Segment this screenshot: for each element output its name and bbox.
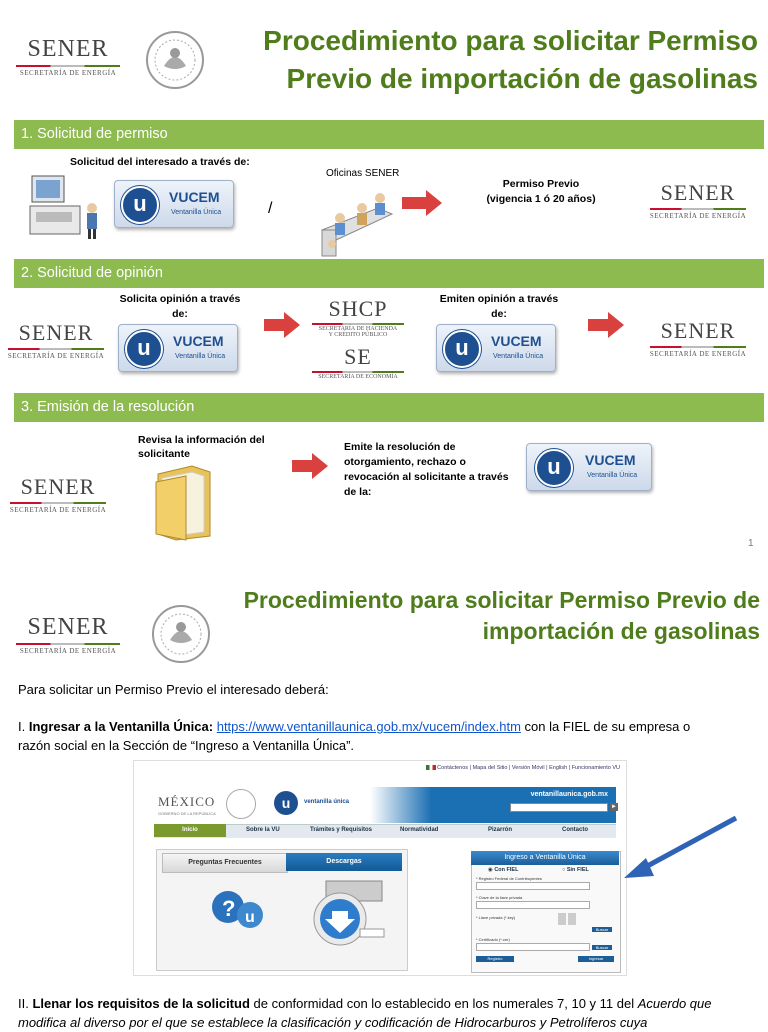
login-title: Ingreso a Ventanilla Única: [471, 851, 619, 865]
review-line-2: solicitante: [138, 448, 190, 460]
vucem-badge: [526, 443, 652, 491]
sener-logo: [6, 474, 110, 514]
vu-brand: ventanilla única: [304, 799, 350, 805]
label-certificate: * Certificado (*.cer): [476, 937, 510, 942]
pointer-arrow-icon: [622, 814, 740, 880]
request-line-1: Solicita opinión a través: [119, 293, 241, 305]
vucem-u-icon: u: [121, 186, 159, 224]
shcp-sub-2: Y CRÉDITO PÚBLICO: [328, 332, 388, 338]
arrow-right-icon: [292, 453, 328, 484]
slide2-title: [240, 585, 760, 647]
step-1-line-2: razón social en la Sección de “Ingreso a Ventanilla Única”.: [18, 738, 355, 753]
office-people-icon: [318, 180, 396, 258]
mexico-wordmark: MÉXICO: [158, 794, 216, 809]
domain-text: ventanillaunica.gob.mx: [530, 791, 608, 798]
vucem-wordmark: VUCEM: [585, 452, 636, 468]
download-icon: [308, 879, 388, 949]
vucem-u-icon: u: [535, 449, 573, 487]
section-3-header: 3. Emisión de la resolución: [14, 393, 764, 422]
separator: /: [268, 200, 273, 217]
link-english[interactable]: English: [549, 765, 568, 771]
sener-subtitle: SECRETARÍA DE ENERGÍA: [7, 352, 105, 360]
se-wordmark: SE: [344, 344, 372, 369]
key-password-field[interactable]: [476, 901, 590, 909]
browse-cert-button[interactable]: Buscar: [592, 945, 612, 950]
sener-subtitle: SECRETARÍA DE ENERGÍA: [649, 212, 747, 220]
shcp-wordmark: SHCP: [328, 296, 388, 321]
link-mobile[interactable]: Versión Móvil: [511, 765, 545, 771]
shcp-rule: [312, 323, 404, 325]
step-2-line-2: modifica al diverso por el que se establece la clasificación y codificación de Hidrocarburos y Petrolíferos cuya: [18, 1015, 648, 1030]
se-sub: SECRETARÍA DE ECONOMÍA: [318, 374, 398, 380]
vucem-wordmark: VUCEM: [491, 333, 542, 349]
key-file-field[interactable]: [558, 913, 566, 925]
request-line-2: de:: [172, 308, 188, 320]
sener-rule: [16, 65, 120, 67]
vu-u-icon: u: [274, 791, 298, 815]
arrow-right-icon: [588, 312, 624, 343]
vucem-badge: [436, 324, 556, 372]
login-option-no-fiel-label: Sin FIEL: [566, 867, 589, 873]
step-1-rest: con la FIEL de su empresa o: [520, 719, 691, 734]
requester-text: Solicitud del interesado a través de:: [70, 156, 250, 168]
emit-line-1: Emiten opinión a través: [439, 293, 559, 305]
svg-text:?: ?: [222, 896, 236, 921]
arrow-right-icon: [402, 190, 442, 221]
slide2-title-line-1: Procedimiento para solicitar Permiso Previo de: [243, 587, 760, 613]
sener-wordmark: SENER: [20, 474, 96, 499]
key-file-field-2[interactable]: [568, 913, 576, 925]
sener-rule: [8, 348, 104, 350]
sener-subtitle: SECRETARÍA DE ENERGÍA: [19, 647, 117, 655]
login-option-no-fiel[interactable]: ○ Sin FIEL: [562, 867, 589, 873]
vucem-link[interactable]: https://www.ventanillaunica.gob.mx/vucem/index.htm: [216, 719, 521, 734]
section-1-header: 1. Solicitud de permiso: [14, 120, 764, 149]
shcp-sub-1: SECRETARÍA DE HACIENDA: [318, 326, 398, 332]
emit-opinion-text: [424, 292, 574, 322]
vucem-subtitle: Ventanilla Única: [587, 472, 638, 479]
step-2: [18, 994, 758, 1032]
request-opinion-text: [110, 292, 250, 322]
sener-logo: [642, 180, 754, 220]
sener-logo: [12, 614, 124, 655]
vucem-u-icon: u: [125, 330, 163, 368]
vucem-badge: [118, 324, 238, 372]
folder-icon: [152, 462, 216, 542]
link-how-it-works[interactable]: Funcionamiento VU: [571, 765, 620, 771]
sener-wordmark: SENER: [660, 180, 736, 205]
vucem-u-icon: u: [443, 330, 481, 368]
mexico-flag-icon: [426, 765, 436, 770]
emit-resolution-text: [344, 440, 509, 500]
sener-logo: [4, 320, 108, 360]
shcp-logo: [306, 296, 410, 338]
label-key-password: * Clave de la llave privada: [476, 895, 523, 900]
label-private-key: * Llave privada (*.key): [476, 915, 516, 920]
review-text: [138, 433, 265, 461]
slide2-title-line-2: importación de gasolinas: [482, 618, 760, 644]
step-2-rest: de conformidad con lo establecido en los numerales 7, 10 y 11 del: [249, 996, 638, 1011]
nav-procedures[interactable]: Trámites y Requisitos: [310, 827, 373, 833]
nav-home[interactable]: Inicio: [154, 824, 226, 837]
emit-res-line-4: de la:: [344, 486, 372, 498]
rfc-field[interactable]: [476, 882, 590, 890]
permit-line-2: (vigencia 1 ó 20 años): [486, 193, 596, 205]
step-2-prefix: II.: [18, 996, 33, 1011]
sener-logo: [12, 36, 124, 77]
sener-logo: [642, 318, 754, 358]
permit-line-1: Permiso Previo: [502, 178, 580, 190]
sener-rule: [10, 502, 106, 504]
nav-board[interactable]: Pizarrón: [488, 827, 513, 833]
step-2-italic: Acuerdo que: [637, 996, 712, 1011]
review-line-1: Revisa la información del: [138, 434, 265, 446]
nav-contact[interactable]: Contacto: [562, 827, 588, 833]
permit-text: [476, 177, 606, 207]
sener-rule: [650, 208, 746, 210]
intro-text: Para solicitar un Permiso Previo el interesado deberá:: [18, 682, 329, 697]
vucem-wordmark: VUCEM: [169, 189, 220, 205]
help-icon: [210, 885, 266, 933]
certificate-field[interactable]: [476, 943, 590, 951]
login-option-fiel-label: Con FIEL: [494, 867, 519, 873]
sener-subtitle: SECRETARÍA DE ENERGÍA: [9, 506, 107, 514]
sener-wordmark: SENER: [27, 614, 109, 640]
sener-subtitle: SECRETARÍA DE ENERGÍA: [19, 69, 117, 77]
vucem-wordmark: VUCEM: [173, 333, 224, 349]
top-links: Contáctenos | Mapa del Sitio | Versión Móvil | English | Funcionamiento VU: [426, 765, 620, 771]
arrow-right-icon: [264, 312, 300, 343]
step-2-bold: Llenar los requisitos de la solicitud: [32, 996, 250, 1011]
vucem-subtitle: Ventanilla Única: [493, 353, 544, 360]
svg-text:u: u: [245, 909, 255, 926]
search-icon[interactable]: ►: [611, 804, 617, 810]
page-number: 1: [748, 538, 754, 549]
register-button[interactable]: Registro: [476, 956, 514, 962]
sener-wordmark: SENER: [660, 318, 736, 343]
step-1: [18, 717, 753, 755]
mexico-seal-icon: [138, 28, 212, 92]
vucem-subtitle: Ventanilla Única: [175, 353, 226, 360]
mexico-seal-icon: [146, 602, 216, 666]
seal-icon: [226, 789, 256, 819]
emit-line-2: de:: [491, 308, 507, 320]
se-logo: [306, 344, 410, 380]
link-sitemap[interactable]: Mapa del Sitio: [472, 765, 508, 771]
step-1-bold: Ingresar a la Ventanilla Única:: [28, 719, 214, 734]
link-contact[interactable]: Contáctenos: [437, 765, 469, 771]
computer-user-icon: [26, 172, 106, 242]
nav-about[interactable]: Sobre la VU: [246, 827, 280, 833]
title-line-1: Procedimiento para solicitar Permiso: [263, 25, 758, 56]
tab-downloads[interactable]: Descargas: [286, 853, 402, 871]
vucem-subtitle: Ventanilla Única: [171, 209, 222, 216]
vucem-badge: [114, 180, 234, 228]
sener-wordmark: SENER: [27, 36, 109, 62]
browse-key-button[interactable]: Buscar: [592, 927, 612, 932]
sener-wordmark: SENER: [18, 320, 94, 345]
step-1-prefix: I.: [18, 719, 29, 734]
se-rule: [312, 371, 404, 373]
sener-rule: [16, 643, 120, 645]
sener-subtitle: SECRETARÍA DE ENERGÍA: [649, 350, 747, 358]
emit-res-line-3: revocación al solicitante a través: [344, 471, 509, 483]
label-rfc: * Registro Federal de Contribuyentes: [476, 876, 542, 881]
sener-rule: [650, 346, 746, 348]
emit-res-line-2: otorgamiento, rechazo o: [344, 456, 466, 468]
mexico-sub: GOBIERNO DE LA REPÚBLICA: [158, 811, 216, 816]
login-option-fiel[interactable]: ◉ Con FIEL: [488, 867, 519, 873]
tab-faq[interactable]: Preguntas Frecuentes: [162, 853, 288, 873]
nav-regulations[interactable]: Normatividad: [400, 827, 439, 833]
login-button[interactable]: Ingresar: [578, 956, 614, 962]
page-title: [218, 22, 758, 98]
emit-res-line-1: Emite la resolución de: [344, 441, 456, 453]
office-label: Oficinas SENER: [326, 168, 400, 179]
section-2-header: 2. Solicitud de opinión: [14, 259, 764, 288]
search-input[interactable]: [510, 803, 608, 812]
title-line-2: Previo de importación de gasolinas: [286, 63, 758, 94]
vu-website-screenshot: [133, 760, 627, 976]
